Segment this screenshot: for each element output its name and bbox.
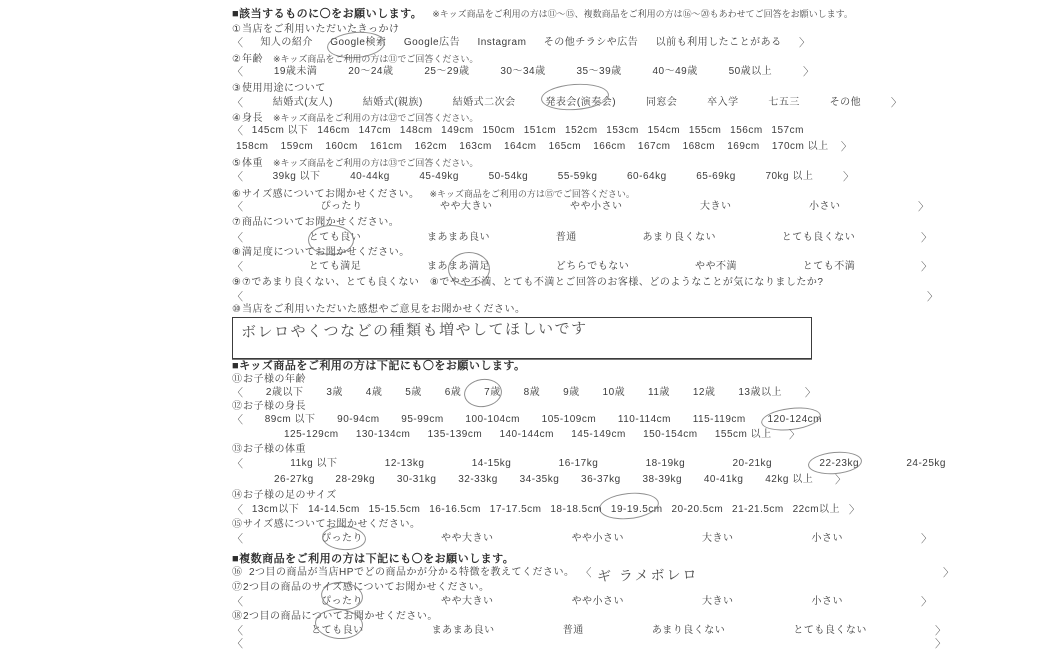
option-item: 卒入学 (707, 97, 739, 108)
bracket-close: 〉 (842, 171, 854, 183)
option-item: 18-18.5cm (550, 504, 603, 515)
option-item: 135-139cm (427, 429, 483, 440)
option-item: やや大きい (441, 533, 494, 544)
answer-box (232, 317, 812, 359)
bracket-close: 〉 (788, 429, 800, 441)
option-item: 40〜49歳 (652, 66, 698, 77)
question-label-row (232, 582, 490, 594)
option-item: 95-99cm (401, 414, 444, 425)
option-item: 147cm (358, 125, 392, 136)
section-header (232, 360, 526, 373)
option-item: 小さい (811, 533, 843, 544)
option-item: 小さい (811, 596, 843, 607)
question-label-row (232, 53, 478, 66)
option-item: 小さい (809, 201, 841, 212)
option-item: 30-31kg (396, 474, 437, 485)
options-row (232, 533, 932, 545)
options-row (232, 37, 810, 49)
option-item: 154cm (647, 125, 681, 136)
option-item: 162cm (414, 141, 448, 152)
option-item: まあまあ良い (427, 232, 490, 243)
option-item: 19歳未満 (273, 66, 318, 77)
option-item: Instagram (477, 37, 527, 48)
option-item: 148cm (399, 125, 433, 136)
question-label-row (232, 247, 410, 259)
question-label: 商品についてお聞かせください。 (241, 217, 400, 228)
option-item: 146cm (317, 125, 350, 136)
option-item: 同窓会 (645, 97, 678, 108)
option-item: 13歳以上 (738, 387, 782, 398)
section-title: ■該当するものに〇をお願いします。 (232, 8, 423, 20)
option-item: 22-23kg (819, 458, 859, 470)
bracket-close: 〉 (840, 141, 852, 153)
option-item: とても良くない (793, 625, 867, 636)
options-row (274, 474, 846, 486)
section-title: ■キッズ商品をご利用の方は下記にも〇をお願いします。 (232, 360, 526, 372)
question-label-row (232, 401, 306, 413)
option-item: Google広告 (403, 37, 461, 48)
option-item: 150cm (482, 125, 515, 136)
option-item: 19-19.5cm (611, 504, 663, 516)
option-item: 158cm (236, 141, 269, 152)
handwritten-answer: ボレロやくつなどの種類も増やしてほしいです (241, 320, 588, 341)
question-label-row (232, 24, 399, 36)
option-item: 24-25kg (906, 458, 946, 469)
bracket-open: 〈 (232, 97, 243, 109)
bracket-open: 〈 (232, 414, 243, 426)
option-item: 11歳 (648, 387, 670, 398)
bracket-open: 〈 (580, 567, 592, 579)
option-item: 45-49kg (419, 171, 459, 182)
bracket-close: 〉 (921, 232, 932, 244)
option-item: 大きい (700, 201, 732, 212)
option-item: 159cm (280, 141, 314, 152)
question-number: ① (232, 24, 241, 35)
options-row (232, 458, 946, 470)
question-label: 当店をご利用いただいた感想やご意見をお聞かせください。 (241, 304, 526, 315)
question-number: ⑫ (232, 401, 242, 412)
option-item: 89cm 以下 (264, 414, 316, 425)
option-item: 165cm (548, 141, 582, 152)
option-item: 普通 (555, 232, 577, 243)
option-item: 168cm (682, 141, 716, 152)
option-item: どちらでもない (555, 261, 630, 272)
question-label-row (232, 217, 399, 229)
options-row (232, 232, 932, 244)
options-row (232, 261, 932, 273)
option-item: まあまあ満足 (427, 261, 490, 273)
question-label: お子様の年齢 (243, 374, 306, 385)
question-label: 2つ目の商品のサイズ感についてお聞かせください。 (243, 582, 490, 593)
option-item: 169cm (727, 141, 760, 152)
option-item: 結婚式(友人) (272, 97, 333, 108)
question-number: ⑬ (232, 444, 242, 455)
option-item: 70kg 以上 (765, 171, 814, 182)
option-item: とても不満 (802, 261, 856, 272)
question-label: 身長 (241, 113, 263, 124)
option-item: 163cm (459, 141, 492, 152)
option-item: 15-15.5cm (368, 504, 421, 515)
options-row (232, 97, 902, 109)
option-item: 166cm (593, 141, 626, 152)
bracket-open: 〈 (232, 387, 243, 399)
question-number: ③ (232, 83, 241, 94)
question-label-row (232, 277, 823, 289)
question-label: 体重 (241, 158, 263, 169)
question-number: ⑯ (232, 567, 242, 578)
options-row (232, 596, 932, 608)
question-number: ⑱ (232, 611, 242, 622)
option-item: 34-35kg (519, 474, 560, 485)
option-item: 20-21kg (732, 458, 773, 469)
option-item: やや小さい (571, 533, 624, 544)
question-number: ② (232, 54, 241, 65)
bracket-open: 〈 (232, 596, 243, 608)
question-label: お子様の身長 (243, 401, 306, 412)
option-item: 12-13kg (384, 458, 425, 469)
question-number: ⑧ (232, 247, 241, 258)
option-item: 普通 (562, 625, 584, 636)
option-item: 大きい (702, 533, 734, 544)
option-item: 160cm (325, 141, 358, 152)
option-item: 結婚式(親族) (362, 97, 423, 108)
bracket-open: 〈 (232, 504, 243, 516)
question-number: ⑰ (232, 582, 242, 593)
option-item: 40-44kg (350, 171, 390, 182)
question-label-row (232, 112, 478, 125)
options-row (236, 141, 852, 153)
question-label-row (232, 374, 306, 386)
option-item: 120-124cm (767, 414, 822, 426)
option-item: 3歳 (326, 387, 343, 398)
bracket-open: 〈 (232, 291, 243, 303)
option-item: 152cm (565, 125, 598, 136)
option-item: やや大きい (440, 201, 493, 212)
question-inline-row (232, 566, 954, 584)
options-row (232, 125, 804, 137)
option-item: あまり良くない (642, 232, 716, 243)
option-item: 150-154cm (643, 429, 698, 440)
bracket-open: 〈 (232, 625, 243, 637)
question-number: ⑦ (232, 217, 241, 228)
question-number: ⑤ (232, 158, 241, 169)
option-item: 156cm (730, 125, 763, 136)
option-item: やや大きい (441, 596, 494, 607)
option-item: やや小さい (571, 596, 624, 607)
option-item: 38-39kg (642, 474, 683, 485)
option-item: 7歳 (484, 387, 501, 399)
bracket-close: 〉 (921, 596, 932, 608)
option-item: とても満足 (308, 261, 362, 272)
bracket-close: 〉 (890, 97, 902, 109)
section-title: ■複数商品をご利用の方は下記にも〇をお願いします。 (232, 553, 515, 565)
question-label-row (232, 444, 306, 456)
handwritten-circle (598, 490, 660, 522)
option-item: 170cm 以上 (771, 141, 829, 152)
option-item: 結婚式二次会 (452, 97, 516, 108)
question-label-row (232, 611, 438, 623)
option-item: 16-17kg (558, 458, 599, 469)
question-label: 当店をご利用いただいたきっかけ (241, 24, 400, 35)
option-item: Google検索 (330, 37, 386, 49)
option-item: 36-37kg (581, 474, 621, 485)
option-item: まあまあ良い (431, 625, 495, 636)
option-item: 125-129cm (284, 429, 339, 440)
option-item: とても良くない (781, 232, 856, 243)
option-item: 10歳 (602, 387, 626, 398)
option-item: 5歳 (405, 387, 422, 398)
handwritten-circle (807, 450, 863, 477)
question-number: ⑪ (232, 374, 242, 385)
option-item: 50歳以上 (728, 66, 773, 77)
bracket-close: 〉 (804, 387, 816, 399)
question-number: ⑨ (232, 277, 241, 288)
option-item: 30〜34歳 (500, 66, 546, 77)
bracket-close: 〉 (921, 261, 932, 273)
option-item: 60-64kg (627, 171, 667, 182)
bracket-open: 〈 (232, 458, 243, 470)
options-row (232, 66, 814, 78)
option-item: 14-15kg (471, 458, 512, 469)
option-item: 100-104cm (465, 414, 520, 425)
option-item: 4歳 (365, 387, 383, 398)
option-item: 157cm (771, 125, 804, 136)
bracket-open: 〈 (232, 201, 243, 213)
option-item: 大きい (702, 596, 734, 607)
question-number: ⑥ (232, 189, 241, 200)
option-item: 18-19kg (645, 458, 686, 469)
bracket-open: 〈 (232, 125, 243, 137)
option-item: 50-54kg (488, 171, 529, 182)
option-item: 115-119cm (692, 414, 746, 425)
option-item: ぴったり (321, 533, 363, 545)
bracket-close: 〉 (834, 474, 846, 486)
options-row (284, 429, 800, 441)
option-item: やや小さい (570, 201, 623, 212)
bracket-close: 〉 (935, 638, 946, 650)
option-item: 25〜29歳 (424, 66, 470, 77)
option-item: その他チラシや広告 (543, 37, 639, 48)
question-label: お子様の足のサイズ (243, 490, 337, 501)
option-item: 9歳 (563, 387, 580, 398)
option-item: 32-33kg (458, 474, 498, 485)
bracket-close: 〉 (934, 625, 946, 637)
question-label-row (232, 304, 525, 316)
bracket-open: 〈 (232, 232, 243, 244)
option-item: 26-27kg (274, 474, 314, 485)
options-row (232, 201, 929, 213)
option-item: 65-69kg (696, 171, 736, 182)
option-item: 155cm 以上 (714, 429, 772, 440)
question-note: ※キッズ商品をご利用の方は⑮でご回答ください。 (429, 189, 635, 199)
question-note: ※キッズ商品をご利用の方は⑪でご回答ください。 (272, 54, 479, 64)
option-item: あまり良くない (651, 625, 726, 636)
bracket-open: 〈 (232, 261, 243, 273)
options-row (232, 291, 938, 303)
option-item: 七五三 (768, 97, 800, 108)
option-item: 14-14.5cm (308, 504, 360, 515)
option-item: 55-59kg (557, 171, 598, 182)
option-item: 22cm以上 (792, 504, 841, 515)
question-label-row (232, 519, 421, 531)
option-item: 145-149cm (571, 429, 626, 440)
option-item: ぴったり (321, 596, 363, 608)
option-item: 20-20.5cm (671, 504, 724, 515)
bracket-close: 〉 (803, 66, 814, 78)
question-label-row (232, 83, 326, 95)
option-item: 28-29kg (335, 474, 376, 485)
option-item: 153cm (606, 125, 639, 136)
bracket-open: 〈 (232, 638, 243, 650)
bracket-open: 〈 (232, 37, 243, 49)
question-label: 年齢 (241, 54, 263, 65)
option-item: 164cm (503, 141, 537, 152)
bracket-close: 〉 (918, 201, 929, 213)
question-label-row (232, 490, 337, 502)
option-item: 40-41kg (703, 474, 744, 485)
option-item: 2歳以下 (265, 387, 304, 398)
section-header (232, 553, 514, 566)
handwritten-circle (540, 82, 610, 113)
question-label: お子様の体重 (243, 444, 306, 455)
option-item: 知人の紹介 (260, 37, 313, 48)
option-item: 35〜39歳 (576, 66, 622, 77)
question-number: ⑭ (232, 490, 242, 501)
option-item: 16-16.5cm (429, 504, 481, 515)
options-row (232, 504, 860, 516)
bracket-open: 〈 (232, 171, 243, 183)
option-item: 149cm (441, 125, 474, 136)
option-item: 以前も利用したことがある (655, 37, 782, 48)
option-item: 13cm以下 (251, 504, 300, 515)
option-item: 151cm (523, 125, 557, 136)
option-item: 105-109cm (541, 414, 597, 425)
option-item: 17-17.5cm (489, 504, 542, 515)
bracket-close: 〉 (943, 567, 954, 579)
option-item: 145cm 以下 (251, 125, 309, 136)
option-item: 155cm (688, 125, 722, 136)
option-item: 6歳 (444, 387, 462, 398)
bracket-open: 〈 (232, 66, 243, 78)
option-item: 130-134cm (355, 429, 411, 440)
option-item: 8歳 (523, 387, 541, 398)
option-item: 167cm (637, 141, 671, 152)
option-item: 20〜24歳 (348, 66, 394, 77)
question-note: ※キッズ商品をご利用の方は⑫でご回答ください。 (272, 113, 479, 123)
question-label: サイズ感についてお聞かせください。 (243, 519, 421, 530)
question-number: ④ (232, 113, 241, 124)
option-item: ぴったり (320, 201, 363, 212)
option-item: 42kg 以上 (765, 474, 814, 485)
question-label: 満足度についてお聞かせください。 (241, 247, 410, 258)
bracket-close: 〉 (921, 533, 932, 545)
option-item: その他 (829, 97, 862, 108)
handwritten-circle (463, 376, 505, 409)
bracket-open: 〈 (232, 533, 243, 545)
options-row (232, 414, 822, 426)
option-item: 140-144cm (499, 429, 554, 440)
bracket-close: 〉 (798, 37, 810, 49)
bracket-close: 〉 (927, 291, 938, 303)
option-item: とても良い (309, 232, 362, 244)
option-item: 90-94cm (337, 414, 380, 425)
question-label: ⑦であまり良くない、とても良くない ⑧でやや不満、とても不満とご回答のお客様、どのようなことが気になりましたか? (241, 277, 824, 288)
question-label: 使用用途について (241, 83, 326, 94)
option-item: とても良い (311, 625, 364, 637)
option-item: 発表会(演奏会) (545, 97, 616, 109)
option-item: 11kg 以下 (290, 458, 338, 469)
question-label: サイズ感についてお聞かせください。 (241, 189, 420, 200)
bracket-close: 〉 (848, 504, 860, 516)
question-note: ※キッズ商品をご利用の方は⑬でご回答ください。 (272, 158, 479, 168)
option-item: 12歳 (692, 387, 716, 398)
options-row (232, 387, 816, 399)
question-label: 2つ目の商品が当店HPでどの商品かが分かる特徴を教えてください。 (249, 567, 575, 578)
form-title-row (232, 8, 853, 21)
option-item: 21-21.5cm (732, 504, 784, 515)
cutoff-options-row (232, 638, 946, 650)
option-item: 39kg 以下 (272, 171, 321, 182)
options-row (232, 171, 854, 183)
option-item: 161cm (369, 141, 403, 152)
handwritten-answer: ギ ラメボレロ (597, 566, 700, 584)
question-label: 2つ目の商品についてお聞かせください。 (243, 611, 438, 622)
question-label-row (232, 188, 635, 201)
question-label-row (232, 157, 478, 170)
option-item: やや不満 (694, 261, 737, 272)
section-title-note: ※キッズ商品をご利用の方は⑪〜⑮、複数商品をご利用の方は⑯〜⑳もあわせてご回答をお願いします。 (432, 9, 853, 19)
question-number: ⑩ (232, 304, 241, 315)
options-row (232, 625, 946, 637)
question-number: ⑮ (232, 519, 242, 530)
option-item: 110-114cm (617, 414, 671, 425)
